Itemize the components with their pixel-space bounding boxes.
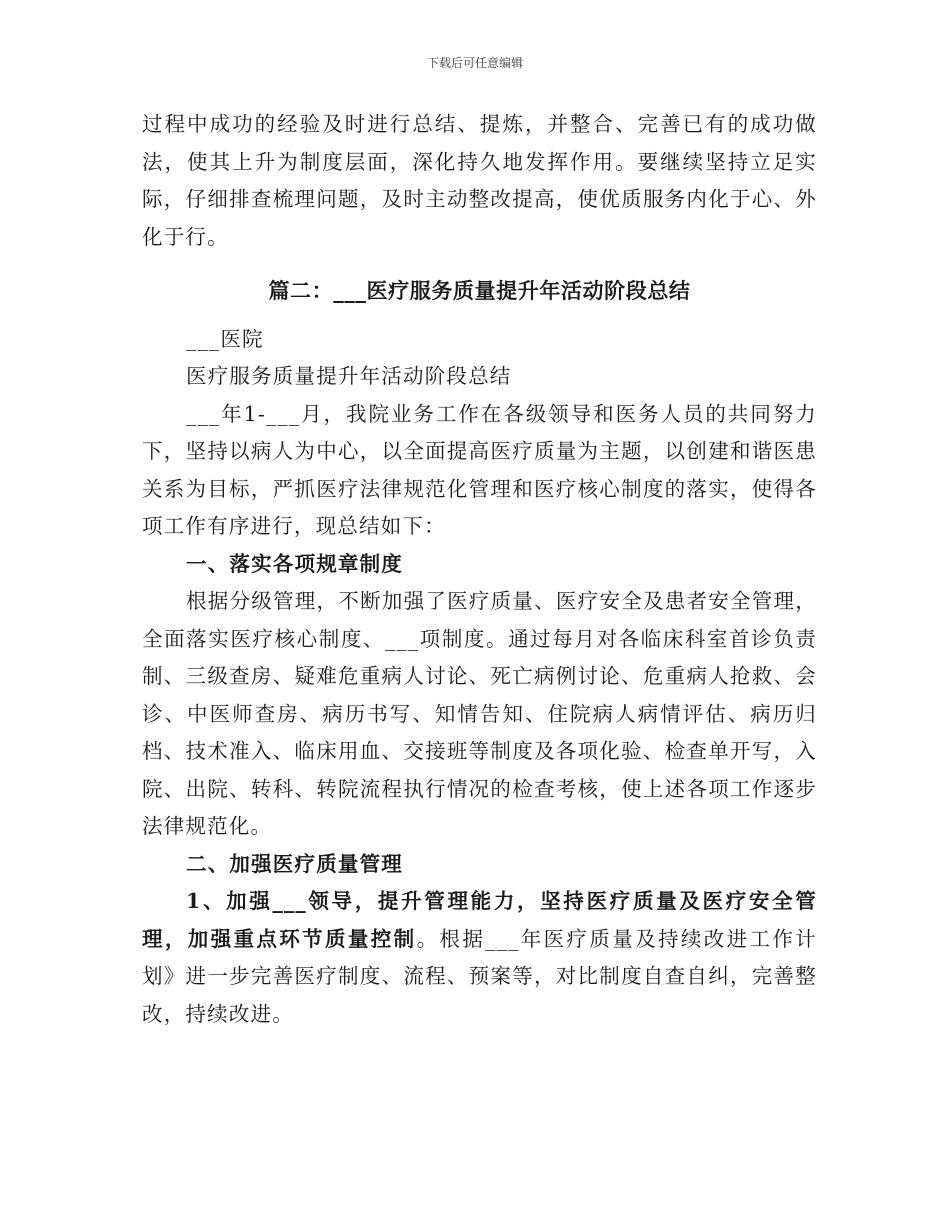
intro-paragraph: 过程中成功的经验及时进行总结、提炼，并整合、完善已有的成功做法，使其上升为制度层面，深化持久地发挥作用。要继续坚持立足实际，仔细排查梳理问题，及时主动整改提高，使优质服务内化于心、外化于行。 — [142, 112, 817, 249]
paragraph-1: 根据分级管理，不断加强了医疗质量、医疗安全及患者安全管理，全面落实医疗核心制度、___项制度。通过每月对各临床科室首诊负责制、三级查房、疑难危重病人讨论、死亡病例讨论、危重病人抢救、会诊、中医师查房、病历书写、知情告知、住院病人病情评估、病历归档、技术准入、临床用血、交接班等制度及各项化验、检查单开写，入院、出院、转科、转院流程执行情况的检查考核，使上述各项工作逐步法律规范化。 — [142, 589, 817, 838]
paragraph-2-bold-lead: 1、加强___领导，提升管理能力，坚持医疗质量及医疗安全管理，加强重点环节质量控制 — [142, 889, 817, 951]
opening-paragraph: ___年1-___月，我院业务工作在各级领导和医务人员的共同努力下，坚持以病人为中心，以全面提高医疗质量为主题，以创建和谐医患关系为目标，严抓医疗法律规范化管理和医疗核心制度的落实，使得各项工作有序进行，现总结如下： — [142, 401, 817, 538]
section-title: 篇二：___医疗服务质量提升年活动阶段总结 — [268, 278, 691, 303]
paragraph-2 — [142, 883, 817, 1033]
subtitle-line: 医疗服务质量提升年活动阶段总结 — [186, 364, 512, 388]
paragraph-2-rest: 。根据___年医疗质量及持续改进工作计划》进一步完善医疗制度、流程、预案等，对比制度自查自纠，完善整改，持续改进。 — [142, 926, 817, 1026]
header-note: 下载后可任意编辑 — [426, 56, 523, 70]
heading-2: 二、加强医疗质量管理 — [186, 851, 403, 876]
hospital-line: ___医院 — [186, 326, 264, 351]
heading-1: 一、落实各项规章制度 — [186, 551, 403, 576]
document-body — [142, 106, 817, 1033]
